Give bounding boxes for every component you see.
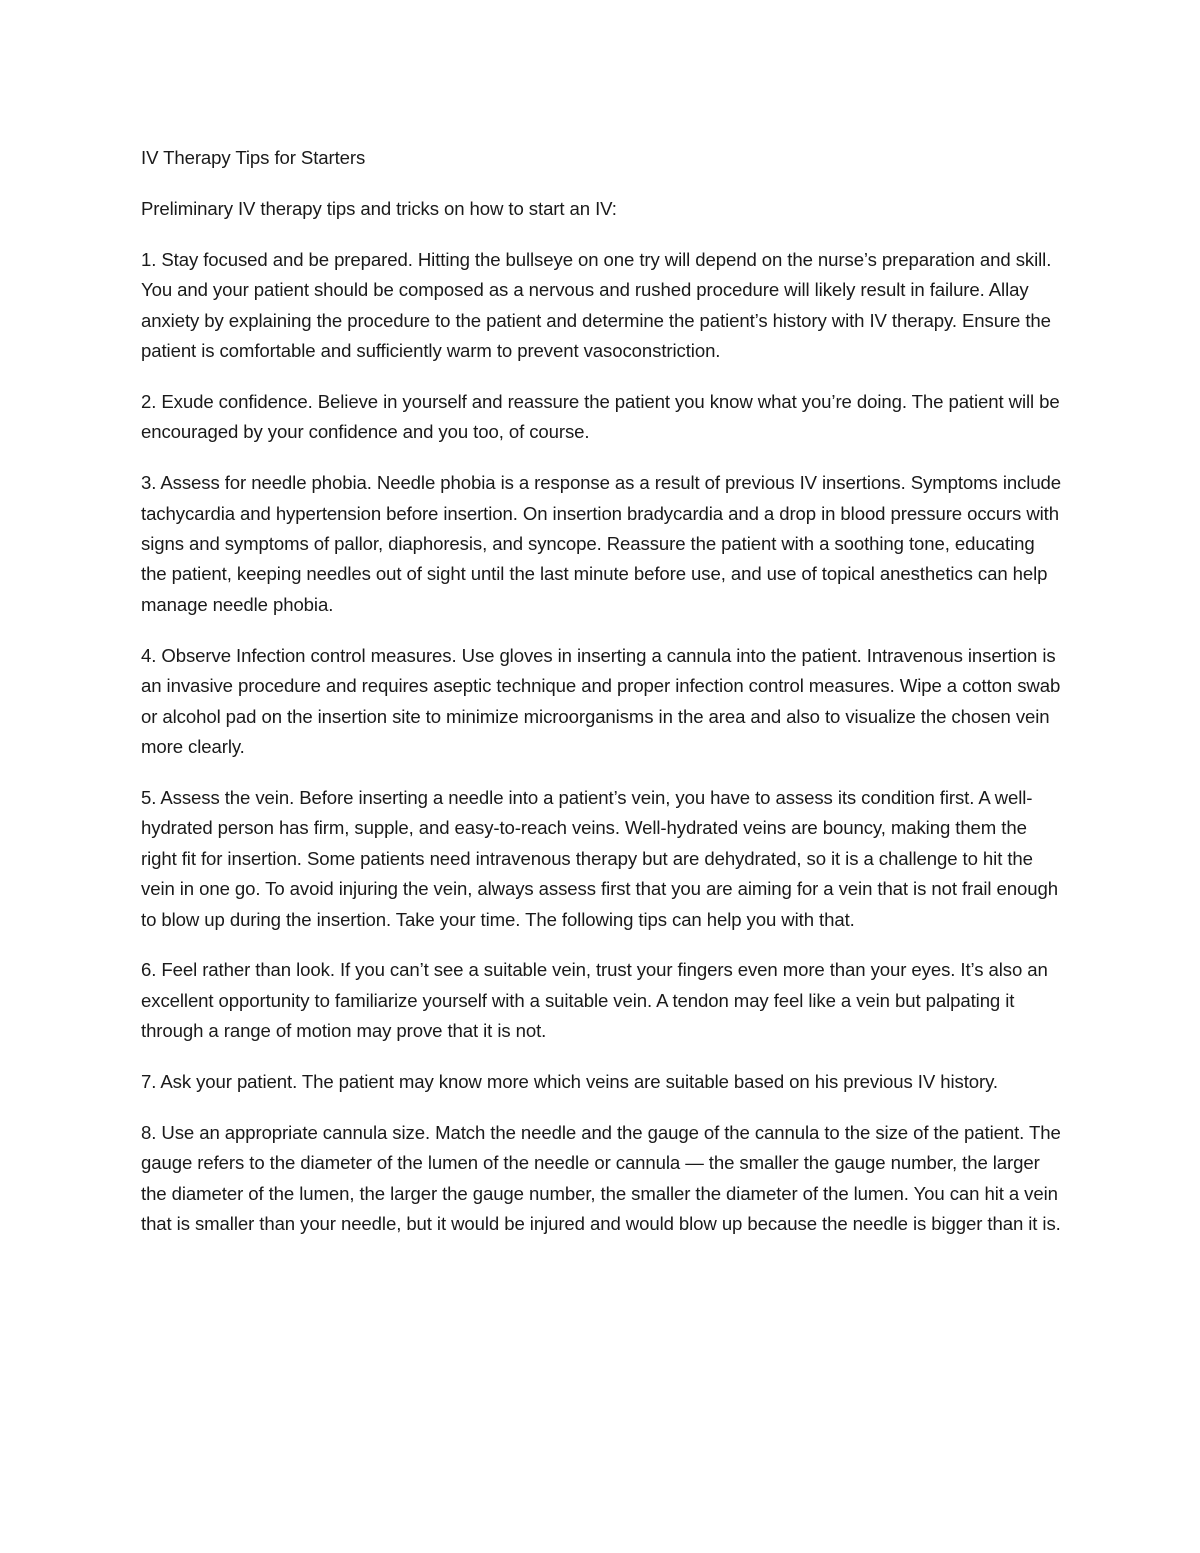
document-title: IV Therapy Tips for Starters: [141, 147, 366, 168]
tip-paragraph-4: 4. Observe Infection control measures. Use gloves in inserting a cannula into the patient. Intravenous insertion is an invasive procedure and requires aseptic technique and proper infection control measures. Wipe a cotton swab or alcohol pad on the insertion site to minimize microorganisms in the area and also to visualize the chosen vein more clearly.: [141, 644, 1061, 757]
tip-paragraph-6: 6. Feel rather than look. If you can’t see a suitable vein, trust your fingers even more than your eyes. It’s also an excellent opportunity to familiarize yourself with a suitable vein. A tendon may feel like a vein but palpating it through a range of motion may prove that it is not.: [141, 959, 1048, 1042]
document-intro: Preliminary IV therapy tips and tricks on how to start an IV:: [141, 197, 617, 219]
tip-paragraph-2: 2. Exude confidence. Believe in yourself and reassure the patient you know what you’re doing. The patient will be encouraged by your confidence and you too, of course.: [141, 390, 1060, 443]
tip-paragraph-7: 7. Ask your patient. The patient may know more which veins are suitable based on his previous IV history.: [141, 1071, 998, 1093]
tip-paragraph-5: 5. Assess the vein. Before inserting a needle into a patient’s vein, you have to assess its condition first. A well-hydrated person has firm, supple, and easy-to-reach veins. Well-hydrated veins are bouncy, making them the right fit for insertion. Some patients need intravenous therapy but are dehydrated, so it is a challenge to hit the vein in one go. To avoid injuring the vein, always assess first that you are aiming for a vein that is not frail enough to blow up during the insertion. Take your time. The following tips can help you with that.: [141, 786, 1058, 930]
tip-paragraph-1: 1. Stay focused and be prepared. Hitting the bullseye on one try will depend on the nurse’s preparation and skill. You and your patient should be composed as a nervous and rushed procedure will likely result in failure. Allay anxiety by explaining the procedure to the patient and determine the patient’s history with IV therapy. Ensure the patient is comfortable and sufficiently warm to prevent vasoconstriction.: [141, 248, 1052, 362]
document-page: [141, 143, 1063, 1260]
tip-paragraph-8: 8. Use an appropriate cannula size. Match the needle and the gauge of the cannula to the size of the patient. The gauge refers to the diameter of the lumen of the needle or cannula — the smaller the gauge number, the larger the diameter of the lumen, the larger the gauge number, the smaller the diameter of the lumen. You can hit a vein that is smaller than your needle, but it would be injured and would blow up because the needle is bigger than it is.: [141, 1122, 1061, 1235]
tip-paragraph-3: 3. Assess for needle phobia. Needle phobia is a response as a result of previous IV insertions. Symptoms include tachycardia and hypertension before insertion. On insertion bradycardia and a drop in blood pressure occurs with signs and symptoms of pallor, diaphoresis, and syncope. Reassure the patient with a soothing tone, educating the patient, keeping needles out of sight until the last minute before use, and use of topical anesthetics can help manage needle phobia.: [141, 472, 1062, 615]
